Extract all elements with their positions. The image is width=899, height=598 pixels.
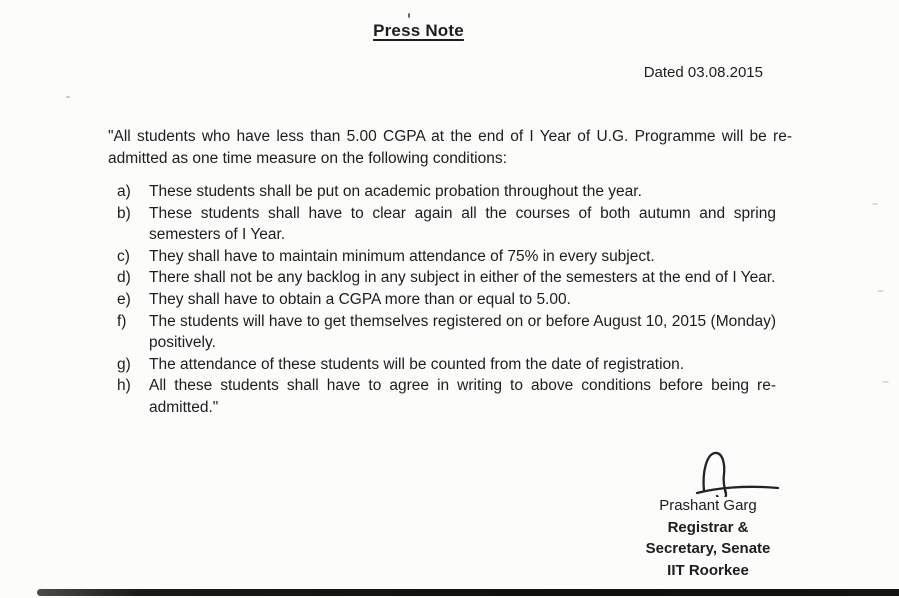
list-item-e — [108, 289, 776, 311]
list-item-a — [108, 181, 776, 203]
list-item-label: e) — [117, 290, 131, 308]
list-item-f — [108, 311, 776, 354]
list-item-text: These students shall have to clear again all the courses of both autumn and spring semesters of I Year. — [149, 204, 776, 244]
document-date: Dated 03.08.2015 — [643, 64, 763, 81]
list-item-text: They shall have to obtain a CGPA more than or equal to 5.00. — [149, 290, 571, 308]
conditions-list — [108, 181, 776, 419]
list-item-text: The attendance of these students will be counted from the date of registration. — [149, 355, 685, 373]
list-item-label: c) — [117, 247, 130, 265]
signatory-title-secretary: Secretary, Senate — [645, 540, 771, 557]
list-item-g — [108, 354, 776, 376]
scan-speck — [882, 381, 889, 383]
scan-speck — [66, 96, 70, 98]
list-item-text: They shall have to maintain minimum attendance of 75% in every subject. — [149, 247, 655, 265]
list-item-label: g) — [117, 355, 131, 373]
signatory-institution: IIT Roorkee — [667, 561, 749, 579]
list-item-d — [108, 267, 776, 289]
list-item-label: d) — [117, 269, 131, 287]
list-item-b — [108, 203, 776, 246]
list-item-label: f) — [117, 312, 127, 330]
list-item-label: b) — [117, 204, 131, 222]
scan-speck — [877, 290, 884, 292]
list-item-text: There shall not be any backlog in any subject in either of the semesters at the end of I Year. — [149, 269, 776, 287]
list-item-label: h) — [117, 377, 131, 395]
signature-block — [612, 495, 804, 581]
signatory-title-registrar: Registrar & — [667, 518, 749, 536]
scan-speck — [872, 203, 878, 205]
scan-edge-artifact — [37, 589, 899, 596]
handwritten-signature-icon — [694, 447, 782, 497]
list-item-h — [108, 375, 776, 418]
scan-speck — [408, 13, 410, 18]
document-title-text: Press Note — [373, 21, 464, 40]
document-title — [0, 21, 837, 41]
intro-paragraph: "All students who have less than 5.00 CGPA at the end of I Year of U.G. Programme will be re-admitted as one time measure on the following conditions: — [108, 128, 792, 167]
list-item-text: These students shall be put on academic probation throughout the year. — [149, 183, 642, 200]
signatory-name: Prashant Garg — [659, 497, 757, 514]
list-item-text: All these students shall have to agree in writing to above conditions before being re-admitted." — [149, 377, 776, 416]
list-item-label: a) — [117, 183, 131, 200]
list-item-c — [108, 246, 776, 268]
list-item-text: The students will have to get themselves registered on or before August 10, 2015 (Monday) positively. — [149, 312, 776, 352]
